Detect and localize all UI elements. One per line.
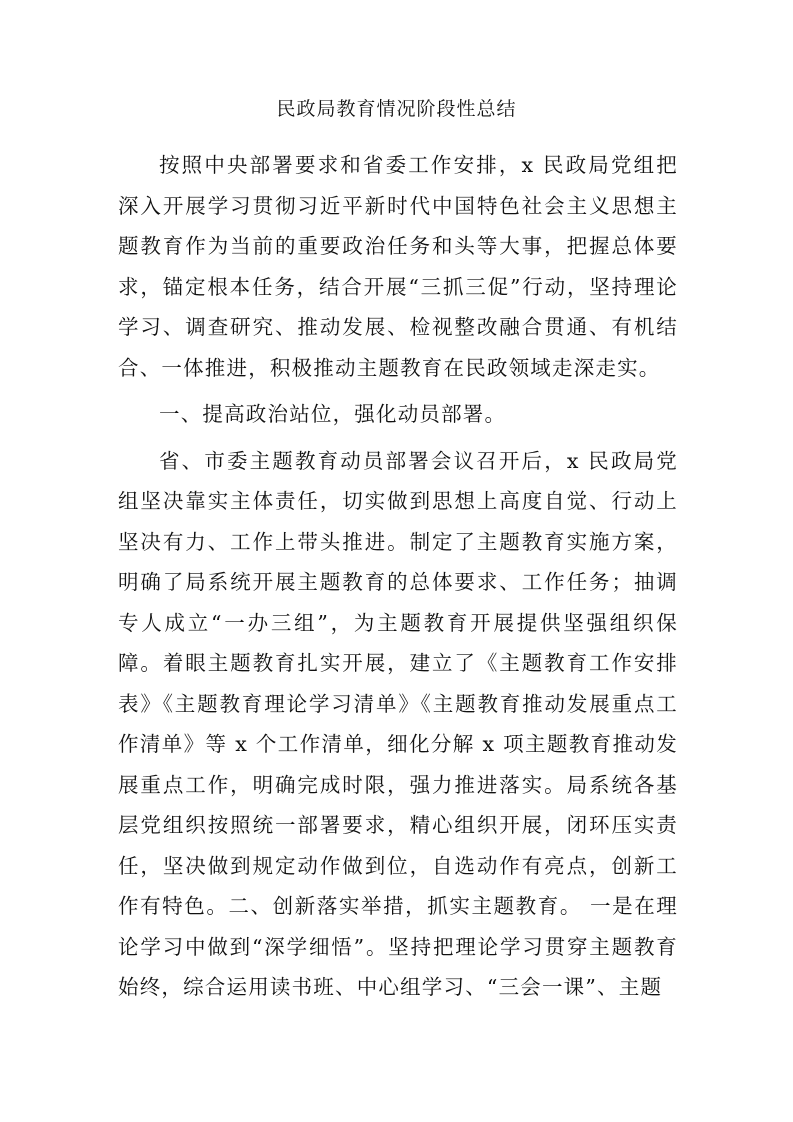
- document-title: 民政局教育情况阶段性总结: [276, 98, 517, 120]
- paragraph-section-1: 省、市委主题教育动员部署会议召开后，x 民政局党组坚决靠实主体责任，切实做到思想上高度自觉、行动上坚决有力、工作上带头推进。制定了主题教育实施方案，明确了局系统开展主题教育的总体要求、工作任务；抽调专人成立“一办三组”，为主题教育开展提供坚强组织保障。着眼主题教育扎实开展，建立了《主题教育工作安排表》《主题教育理论学习清单》《主题教育推动发展重点工作清单》等 x 个工作清单，细化分解 x 项主题教育推动发展重点工作，明确完成时限，强力推进落实。局系统各基层党组织按照统一部署要求，精心组织开展，闭环压实责任，坚决做到规定动作做到位，自选动作有亮点，创新工作有特色。二、创新落实举措，抓实主题教育。 一是在理论学习中做到“深学细悟”。坚持把理论学习贯穿主题教育始终，综合运用读书班、中心组学习、“三会一课”、主题: [118, 448, 678, 999]
- document-body: [118, 145, 678, 1008]
- paragraph-intro: 按照中央部署要求和省委工作安排，x 民政局党组把深入开展学习贯彻习近平新时代中国特色社会主义思想主题教育作为当前的重要政治任务和头等大事，把握总体要求，锚定根本任务，结合开展“三抓三促”行动，坚持理论学习、调查研究、推动发展、检视整改融合贯通、有机结合、一体推进，积极推动主题教育在民政领域走深走实。: [118, 153, 678, 380]
- section-heading-1: 一、提高政治站位，强化动员部署。: [159, 402, 507, 426]
